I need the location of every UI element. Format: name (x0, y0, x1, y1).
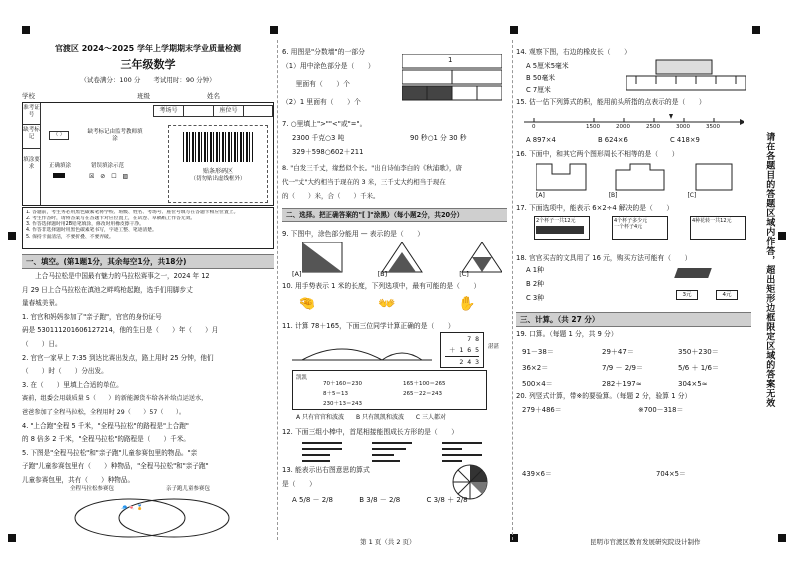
calc-item: 36×2＝ (522, 364, 549, 372)
venn-left-label: 全程马拉松参赛包 (70, 486, 115, 492)
pencil-case-icon (674, 268, 712, 278)
q15-title: 15. 估一估下列算式的积，能用前头所指的点表示的是（ ） (516, 98, 706, 106)
absent-side: 缺考标记 (23, 125, 40, 149)
venn-svg (62, 492, 242, 540)
notice-line: 4. 作答非选择题时用黑色碳素笔书写，字迹工整、笔迹清楚。 (26, 228, 157, 234)
q14-opt[interactable]: C 7厘米 (526, 86, 551, 94)
q13-tail: 是（ ） (282, 480, 316, 488)
option-b[interactable]: B 624×6 (597, 136, 628, 144)
exam-no-label: 考场号 (154, 106, 184, 117)
correct-fill-sample (53, 173, 65, 178)
calc-item: 5/6 ＋ 1/6＝ (678, 364, 719, 372)
q12-sticks-a[interactable] (302, 442, 342, 462)
calc-row: 2 4 3 (459, 358, 479, 366)
answer-area-notice-text: 请在各题目的答题区域内作答，超出矩形边框限定区域的答案无效 (764, 132, 775, 408)
q18-opt[interactable]: B 2种 (526, 280, 544, 288)
barcode-area (168, 125, 268, 203)
option-a[interactable]: A 只有官官和波波 (296, 414, 345, 421)
q6a: （1）用中涂色部分是（ ） (282, 62, 375, 70)
answer-area-notice (755, 0, 791, 561)
notice-line: 2. 考生作答时，请将答案写在答题卡对应位置上，在试卷、草稿纸上作答无效。 (26, 216, 196, 222)
q20-item: 439×6＝ (522, 470, 552, 478)
q8-line: 代一"丈"大约相当于现在的 3 米，三千丈大约相当于现在 (282, 178, 446, 186)
option-c[interactable]: C 三人都对 (415, 414, 446, 421)
section-1-body (22, 270, 274, 488)
calc-row: ＋ 1 6 5 (445, 345, 479, 357)
stick (302, 454, 330, 456)
q17-opt-a[interactable] (534, 216, 590, 240)
stick (442, 454, 482, 456)
q9-options (292, 270, 502, 278)
notice-line: 1. 答题前，考生务必用黑色碳素笔将学校、班级、姓名、考场号、座位号填写在答题卡相应位置上。 (26, 210, 239, 215)
barcode-label: 贴条形码区 (202, 168, 233, 175)
q3-line: 3. 在（ ）里填上合适的单位。 (22, 380, 123, 389)
q11-step: 8＋5＝13 (323, 391, 348, 397)
q15-options (526, 136, 710, 144)
wrong-fill-label: 错误填涂示范 (91, 163, 125, 169)
q2-line: 2. 官官一家早上 7:35 到达比赛出发点，路上用时 25 分钟，他们 (22, 353, 214, 362)
exam-meta: （试卷满分：100 分 考试用时：90 分钟） (80, 76, 216, 84)
q11-step: 230＋13＝243 (323, 401, 362, 407)
q11-table-label: 凯凯 (296, 375, 308, 381)
notice-line: 3. 作答选择题时用2B铅笔填涂，修改时用橡皮擦干净。 (26, 222, 144, 228)
q11-table (292, 370, 487, 410)
q6c: （2）1 里面有（ ）个 (282, 98, 361, 106)
page-number: 第 1 页（共 2 页） (360, 538, 416, 546)
q11-step: 265－22＝243 (403, 391, 442, 397)
class-label: 班级 (137, 92, 150, 100)
q1-line: （ ）日。 (22, 339, 62, 348)
q12-sticks-c[interactable] (442, 442, 482, 462)
q7-item: 2300 千克○3 吨 (292, 134, 345, 142)
barcode-note: （切勿贴出虚线框外） (190, 175, 246, 182)
q11-step: 165＋100＝265 (403, 381, 446, 387)
option-a[interactable]: A 897×4 (526, 136, 556, 144)
option-a[interactable]: A 5/8 － 2/8 (292, 496, 333, 504)
school-label: 学校 (22, 92, 35, 100)
option-c[interactable]: [C] (687, 192, 697, 199)
calc-item: 350＋230＝ (678, 348, 719, 356)
q17-opt-c[interactable] (690, 216, 746, 240)
option-b[interactable]: B 3/8 － 2/8 (359, 496, 401, 504)
stick (372, 454, 394, 456)
q20-title: 20. 列竖式计算，带※的要验算。（每题 2 分，验算 1 分） (516, 392, 692, 400)
q12-title: 12. 下面三组小棒中，首尾相接能围成长方形的是（ ） (282, 428, 459, 436)
calc-item: 304×5≈ (678, 380, 708, 388)
intro-line: 月 29 日上合马拉松在滇池之畔鸣枪起跑，选手们用脚步丈 (22, 285, 193, 294)
registration-mark (8, 232, 16, 240)
side-label-group (23, 103, 41, 205)
q4-line: 4. "上合跑"全程 5 千米，"全程马拉松"的路程是"上合跑" (22, 421, 189, 430)
q17-opt-c-text: 4种花转一共12元 (692, 218, 732, 224)
footer-credit: 昆明市官渡区教育发展研究院设计制作 (590, 538, 701, 546)
stick (302, 448, 342, 450)
tick-label: 1500 (586, 124, 600, 130)
q18-opt[interactable]: A 1种 (526, 266, 544, 274)
tick-label: 2000 (616, 124, 630, 130)
option-c[interactable]: C 418×9 (669, 136, 700, 144)
q11-options (296, 414, 456, 422)
column-1 (22, 0, 274, 561)
q8-line: 8. "白发三千丈，缘愁似个长。"出自诗仙李白的《秋浦歌》，唐 (282, 164, 462, 172)
option-a[interactable]: [A] (292, 270, 302, 278)
seat-no-label: 座位号 (214, 106, 244, 117)
calc-item: 7/9 － 2/9＝ (602, 364, 643, 372)
q13-title: 13. 能表示出右图意思的算式 (282, 466, 370, 474)
column-3 (516, 0, 751, 561)
q10-hand-a[interactable]: 🤏 (298, 296, 316, 312)
svg-text:🧢 🍬 🏅: 🧢 🍬 🏅 (121, 505, 143, 511)
notice-box (22, 207, 274, 249)
q18-opt[interactable]: C 3种 (526, 294, 545, 302)
q6-title: 6. 用图是"分数墙"的一部分 (282, 48, 365, 56)
q5-line: 儿童参赛包里，共有（ ）种物品。 (22, 475, 135, 484)
column-divider (277, 40, 278, 540)
venn-right-label: 亲子跑儿童参赛包 (166, 486, 211, 492)
q15-tick-labels (524, 124, 744, 134)
q17-opt-a-text: 2个杯子一共12元 (536, 218, 576, 224)
q3-line: 赛前，组委会用载质量 5（ ）的新能源货车给各补给点运送水， (22, 395, 208, 403)
tick-label: 2500 (646, 124, 660, 130)
section-3-title: 三、计算。（共 27 分） (516, 312, 751, 327)
q14-opt[interactable]: B 50毫米 (526, 74, 556, 82)
q7-title: 7. ○里填上">""<"或"="。 (282, 120, 367, 128)
q11-step: 70＋160＝230 (323, 381, 362, 387)
q5-line: 5. 下图是"全程马拉松"和"亲子跑"儿童参赛包里的物品。"亲 (22, 448, 198, 457)
q2-line: （ ）时（ ）分出发。 (22, 367, 108, 376)
q10-title: 10. 用手势表示 1 米的长度，下列选项中，最有可能的是（ ） (282, 282, 481, 290)
barcode-icon (183, 132, 253, 162)
column-2 (282, 0, 507, 561)
price-tag: 3元 (676, 290, 698, 300)
option-c[interactable]: C 3/8 ＋ 2/8 (426, 496, 468, 504)
stick (372, 448, 406, 450)
stick (302, 460, 330, 462)
option-b[interactable]: B 只有凯凯和波波 (355, 414, 404, 421)
option-a[interactable]: [A] (536, 192, 545, 199)
q8-line: 的（ ）米，合（ ）千米。 (282, 192, 380, 200)
cups-icon (536, 226, 584, 234)
q20-item: 704×5＝ (656, 470, 686, 478)
q20-item: 279＋486＝ (522, 406, 562, 414)
q1-line: 1. 官官和妈妈参加了"亲子跑"，官官的身份证号 (22, 312, 162, 321)
option-c[interactable]: [C] (459, 270, 469, 278)
fill-side: 填涂要求 (23, 157, 40, 170)
seat-no-cell[interactable] (244, 106, 273, 117)
wrong-fill-samples: ☒ ⊘ ☐ ▨ (89, 173, 131, 180)
exam-no-table (153, 105, 273, 117)
q14-title: 14. 观察下图，右边的橡皮长（ ） (516, 48, 631, 56)
exam-no-side: 准考证号 (23, 103, 40, 125)
calc-item: 500×4＝ (522, 380, 553, 388)
q5-line: 子跑"儿童参赛包里有（ ）种物品，"全程马拉松"和"亲子跑" (22, 462, 209, 471)
q17-title: 17. 下面选项中，能表示 6×2÷4 解决的是（ ） (516, 204, 674, 212)
notice-line: 5. 保持卡面清洁，不要折叠、不要弄破。 (26, 234, 114, 240)
q14-opt[interactable]: A 5厘米5毫米 (526, 62, 569, 70)
q11-number-line (292, 338, 432, 368)
q11-label: 湛湛 (488, 344, 500, 350)
stick (302, 442, 342, 444)
q10-hand-c[interactable]: ✋ (458, 296, 476, 312)
calc-item: 282＋197≈ (602, 380, 642, 388)
q11-title: 11. 计算 78＋165，下面三位同学计算正确的是（ ） (282, 322, 455, 330)
q17-opt-b-note: 一个杯子4元 (614, 224, 643, 231)
q17-opt-b-text: 4个杯子多少元 (614, 218, 648, 224)
q4-line: 的 8 倍多 2 千米，"全程马拉松"的路程是（ ）千米。 (22, 435, 190, 444)
absent-note: 缺考标记由监考教师填涂 (87, 129, 143, 142)
q18-title: 18. 官官买吉的文具用了 16 元，购买方法可能有（ ） (516, 254, 692, 262)
student-info-panel (22, 102, 274, 206)
fraction-wall-top-label: 1 (448, 56, 453, 64)
absent-checkbox[interactable]: （ ） (49, 131, 69, 140)
registration-mark (8, 534, 16, 542)
q13-options (292, 496, 502, 505)
stick (372, 442, 412, 444)
calc-item: 29＋47＝ (602, 348, 634, 356)
stick (442, 442, 482, 444)
q17-opt-b[interactable] (612, 216, 668, 240)
option-b[interactable]: [B] (608, 192, 618, 199)
option-b[interactable]: [B] (377, 270, 388, 278)
q16-title: 16. 下面中，和其它两个图形周长不相等的是（ ） (516, 150, 679, 158)
name-label: 姓名 (207, 92, 220, 100)
q6b: 里面有（ ）个 (282, 80, 350, 88)
column-divider (512, 40, 513, 540)
intro-line: 上合马拉松是中国最有魅力的马拉松赛事之一，2024 年 12 (22, 272, 210, 280)
ruler-figure (626, 58, 746, 94)
q1-line: 码是 530111201606127214，他的生日是（ ）年（ ）月 (22, 326, 219, 335)
q16-shapes (536, 162, 746, 192)
q12-sticks-b[interactable] (372, 442, 412, 462)
calc-row: 7 8 (467, 335, 479, 343)
exam-title: 官渡区 2024～2025 学年上学期期末学业质量检测 (54, 44, 242, 53)
exam-no-cell[interactable] (184, 106, 214, 117)
stick (372, 460, 400, 462)
section-2-title: 二、选择。把正确答案的"[ ]"涂黑）（每小题2分，共20分） (282, 208, 507, 222)
tick-label: 3000 (676, 124, 690, 130)
q16-options (536, 192, 746, 200)
section-1-title: 一、填空。(第1题1分，其余每空1分，共18分) (22, 254, 274, 269)
tick-label: 0 (532, 124, 536, 130)
intro-line: 量春城美景。 (22, 299, 62, 308)
q7-item: 329＋598○602＋211 (292, 148, 364, 156)
subject-title: 三年级数学 (120, 58, 176, 71)
venn-diagram (62, 486, 242, 540)
q19-title: 19. 口算。（每题 1 分，共 9 分） (516, 330, 618, 338)
q3-line: 爸爸参加了全程马拉松，全程用时 29（ ）57（ ）。 (22, 408, 186, 416)
q11-vertical-calc (440, 332, 484, 368)
correct-fill-label: 正确填涂 (49, 163, 72, 169)
stick (442, 448, 462, 450)
calc-item: 91－38＝ (522, 348, 554, 356)
q20-item: ※700－318＝ (638, 406, 684, 414)
price-tag: 4元 (716, 290, 738, 300)
q7-item: 90 秒○1 分 30 秒 (410, 134, 467, 142)
q9-title: 9. 下图中，涂色部分能用 — 表示的是（ ） (282, 230, 425, 238)
tick-label: 3500 (706, 124, 720, 130)
q10-hand-b[interactable]: 👐 (378, 296, 396, 312)
